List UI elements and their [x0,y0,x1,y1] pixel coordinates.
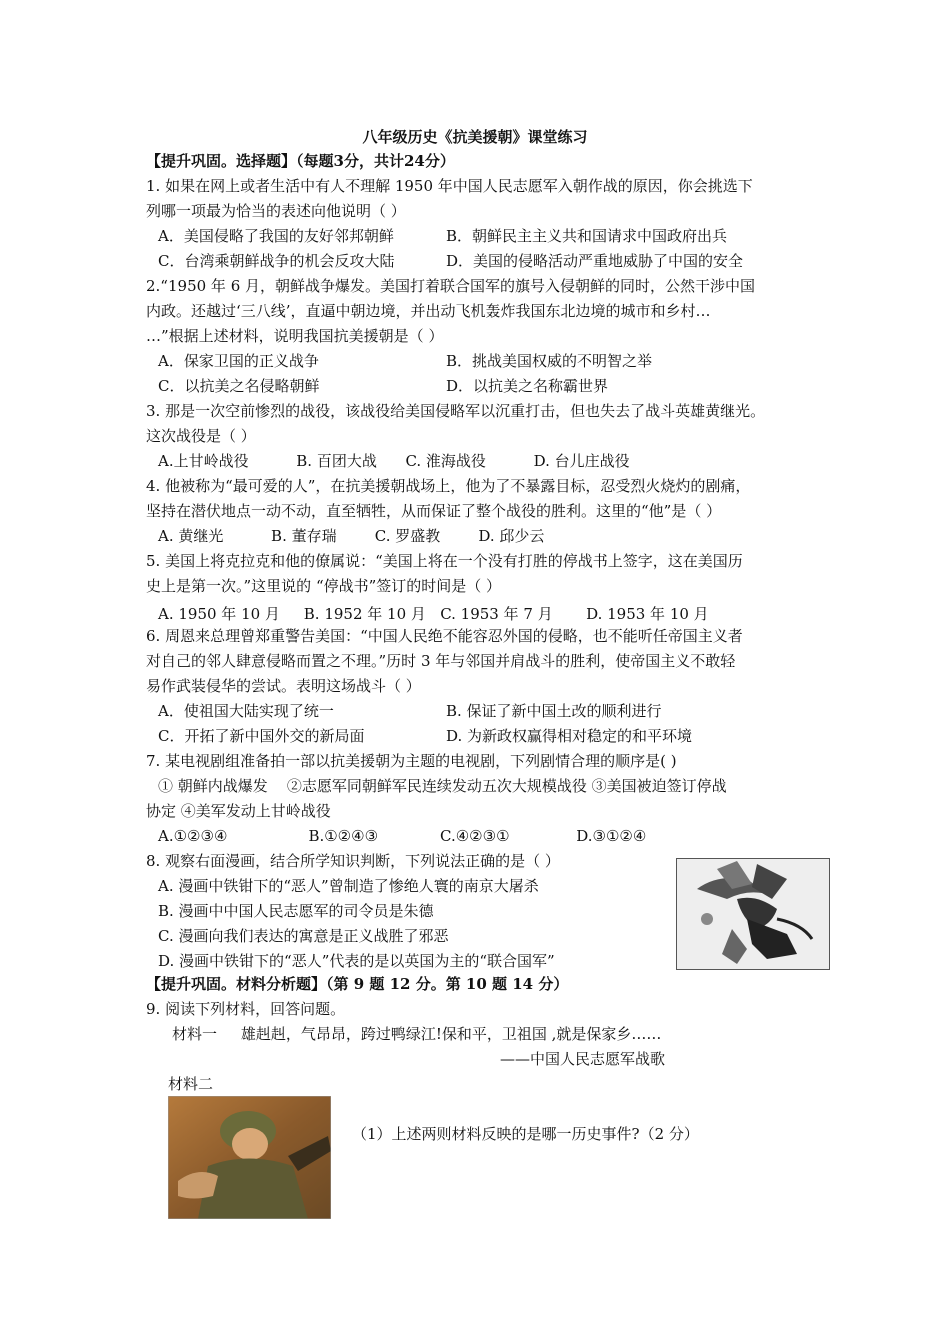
q3-options: A.上甘岭战役 B. 百团大战 C. 淮海战役 D. 台儿庄战役 [158,452,630,470]
q1-option-a: A．美国侵略了我国的友好邻邦朝鲜 [158,227,394,245]
q5-stem-line2: 史上是第一次。”这里说的 “停战书”签订的时间是（ ） [146,577,502,595]
q1-option-b: B．朝鲜民主主义共和国请求中国政府出兵 [446,227,728,245]
q6-option-a: A．使祖国大陆实现了统一 [158,702,334,720]
q7-stem-line1: 7. 某电视剧组准备拍一部以抗美援朝为主题的电视剧，下列剧情合理的顺序是( ) [146,752,677,770]
q8-stem: 8. 观察右面漫画，结合所学知识判断，下列说法正确的是（ ） [146,852,560,870]
q1-option-d: D．美国的侵略活动严重地威胁了中国的安全 [446,252,744,270]
q3-stem-line1: 3. 那是一次空前惨烈的战役，该战役给美国侵略军以沉重打击，但也失去了战斗英雄黄继光。 [146,402,766,420]
q2-option-a: A．保家卫国的正义战争 [158,352,319,370]
q6-option-row2 [158,725,693,747]
q2-option-c: C．以抗美之名侵略朝鲜 [158,377,320,395]
cartoon-image [676,858,830,970]
q6-option-b: B. 保证了新中国土改的顺利进行 [446,702,662,720]
q2-stem-line3: …”根据上述材料，说明我国抗美援朝是（ ） [146,327,444,345]
q5-stem-line1: 5. 美国上将克拉克和他的僚属说：“美国上将在一个没有打胜的停战书上签字，这在美国历 [146,552,743,570]
q2-stem-line2: 内政。还越过‘三八线’，直逼中朝边境，并出动飞机轰炸我国东北边境的城市和乡村… [146,302,711,320]
q1-option-c: C．台湾乘朝鲜战争的机会反攻大陆 [158,252,395,270]
q6-stem-line2: 对自己的邻人肆意侵略而置之不理。”历时 3 年与邻国并肩战斗的胜利，使帝国主义不敢轻 [146,652,736,670]
q7-stem-line3: 协定 ④美军发动上甘岭战役 [146,802,331,820]
q2-option-b: B．挑战美国权威的不明智之举 [446,352,653,370]
q8-option-d: D. 漫画中铁钳下的“恶人”代表的是以英国为主的“联合国军” [158,952,555,970]
q1-option-row2 [158,250,744,272]
q3-stem-line2: 这次战役是（ ） [146,427,256,445]
soldier-painting [168,1096,331,1219]
q9-material-1: 材料一 雄赳赳，气昂昂，跨过鸭绿江!保和平，卫祖国 ,就是保家乡…… [172,1025,662,1043]
q8-option-b: B. 漫画中中国人民志愿军的司令员是朱德 [158,902,434,920]
q2-option-row1 [158,350,653,372]
q1-stem-line1: 1. 如果在网上或者生活中有人不理解 1950 年中国人民志愿军入朝作战的原因，你会挑选下 [146,177,753,195]
q9-material-2-label: 材料二 [168,1075,214,1093]
section-heading-choice: 【提升巩固。选择题】（每题3分，共计24分） [146,152,455,170]
q6-stem-line3: 易作武装侵华的尝试。表明这场战斗（ ） [146,677,421,695]
q2-stem-line1: 2.“1950 年 6 月，朝鲜战争爆发。美国打着联合国军的旗号入侵朝鲜的同时，公然干涉中国 [146,277,756,295]
q4-options: A. 黄继光 B. 董存瑞 C. 罗盛教 D. 邱少云 [158,527,545,545]
q8-option-a: A. 漫画中铁钳下的“恶人”曾制造了惨绝人寰的南京大屠杀 [158,877,539,895]
q6-option-c: C．开拓了新中国外交的新局面 [158,727,365,745]
section-heading-material: 【提升巩固。材料分析题】（第 9 题 12 分。第 10 题 14 分） [146,975,569,993]
q9-material-1-source: ——中国人民志愿军战歌 [500,1050,666,1068]
q5-options: A. 1950 年 10 月 B. 1952 年 10 月 C. 1953 年 7 月 D. 1953 年 10 月 [158,605,709,623]
q1-option-row1 [158,225,728,247]
q9-subquestion-1: （1）上述两则材料反映的是哪一历史事件?（2 分） [352,1125,699,1143]
q2-option-row2 [158,375,609,397]
q6-option-row1 [158,700,662,722]
q9-stem: 9. 阅读下列材料，回答问题。 [146,1000,346,1018]
page-title: 八年级历史《抗美援朝》课堂练习 [362,128,588,146]
q1-stem-line2: 列哪一项最为恰当的表述向他说明（ ） [146,202,406,220]
q6-stem-line1: 6. 周恩来总理曾郑重警告美国：“中国人民绝不能容忍外国的侵略，也不能听任帝国主义者 [146,627,743,645]
q6-option-d: D. 为新政权赢得相对稳定的和平环境 [446,727,693,745]
q2-option-d: D．以抗美之名称霸世界 [446,377,609,395]
q4-stem-line1: 4. 他被称为“最可爱的人”，在抗美援朝战场上，他为了不暴露目标，忍受烈火烧灼的剧痛， [146,477,751,495]
q8-option-c: C. 漫画向我们表达的寓意是正义战胜了邪恶 [158,927,449,945]
q4-stem-line2: 坚持在潜伏地点一动不动，直至牺牲，从而保证了整个战役的胜利。这里的“他”是（ ） [146,502,722,520]
q7-stem-line2: ① 朝鲜内战爆发 ②志愿军同朝鲜军民连续发动五次大规模战役 ③美国被迫签订停战 [158,777,727,795]
q7-options: A.①②③④ B.①②④③ C.④②③① D.③①②④ [158,827,647,845]
